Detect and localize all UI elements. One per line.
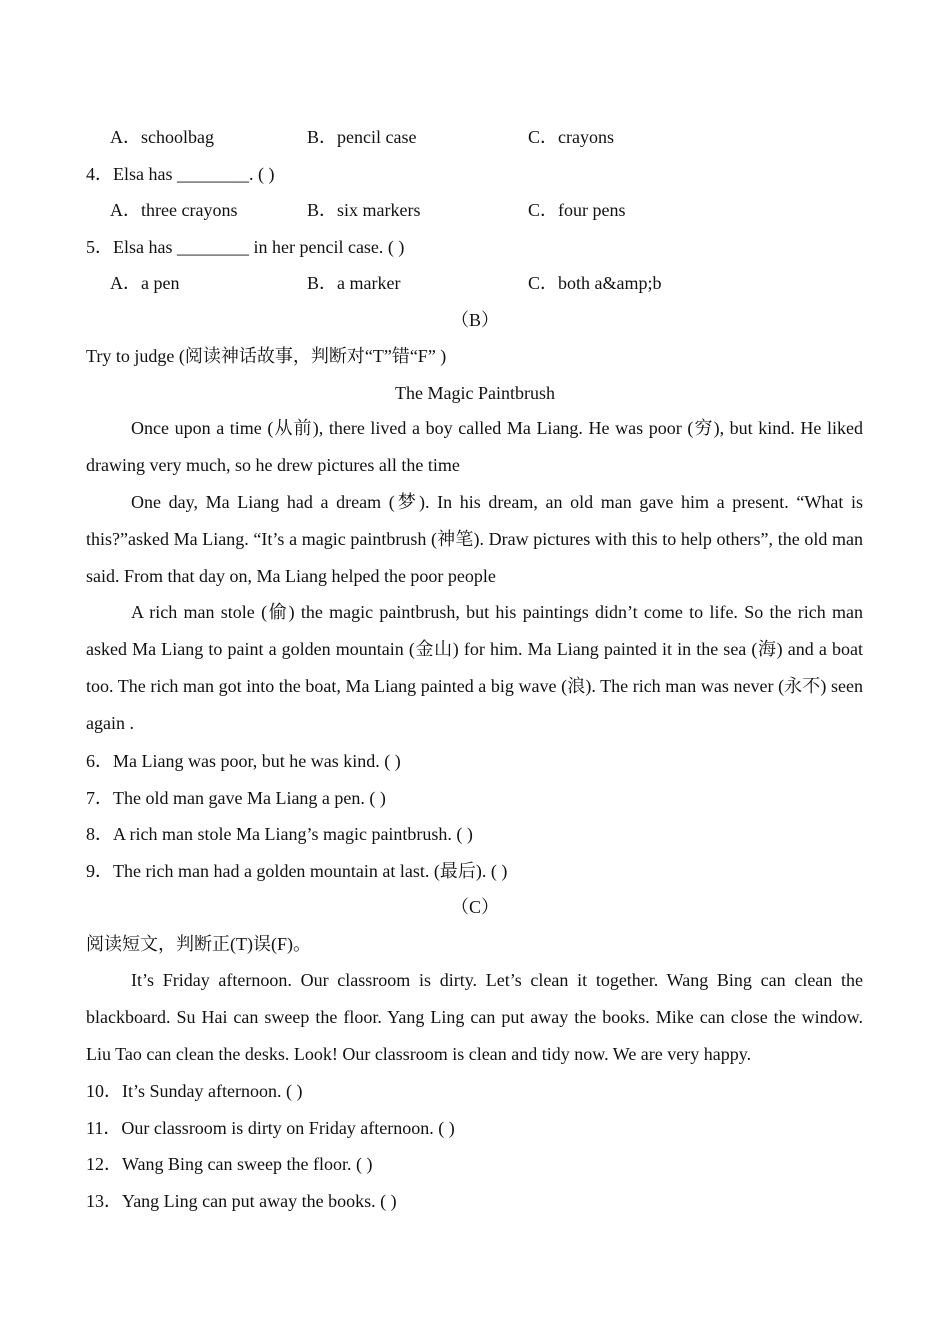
question-9: 9．The rich man had a golden mountain at last. (最后). ( ) [86,861,508,881]
question-8: 8．A rich man stole Ma Liang’s magic paintbrush. ( ) [86,824,473,844]
section-b-instruction: Try to judge (阅读神话故事，判断对“T”错“F” ) [86,346,447,366]
q5-option-c: C．both a&amp;b [528,273,662,293]
q4-option-b: B．six markers [307,200,421,220]
q5-option-a: A．a pen [110,273,180,293]
section-c-instruction: 阅读短文，判断正(T)误(F)。 [86,934,311,954]
q4-stem: 4．Elsa has ________. ( ) [86,164,275,184]
section-b-label: （B） [450,310,499,330]
q5-stem: 5．Elsa has ________ in her pencil case. ( ) [86,237,405,257]
q3-option-c: C．crayons [528,127,614,147]
question-6: 6．Ma Liang was poor, but he was kind. ( ) [86,751,401,771]
question-13: 13．Yang Ling can put away the books. ( ) [86,1191,397,1211]
story-paragraph-3: A rich man stole (偷) the magic paintbrush, but his paintings didn’t come to life. So the rich man asked Ma Liang to paint a golden mountain (金山) for him. Ma Liang painted it in the sea (海) and a boat too. The rich man got into the boat, Ma Liang painted a big wave (浪). The rich man was never (永不) seen again . [86,602,863,733]
q4-option-c: C．four pens [528,200,626,220]
passage-paragraph: It’s Friday afternoon. Our classroom is dirty. Let’s clean it together. Wang Bing can clean the blackboard. Su Hai can sweep the floor. Yang Ling can put away the books. Mike can close the window. Liu Tao can clean the desks. Look! Our classroom is clean and tidy now. We are very happy. [86,970,863,1064]
section-c-label: （C） [450,897,499,917]
q3-option-b: B．pencil case [307,127,417,147]
question-11: 11．Our classroom is dirty on Friday afternoon. ( ) [86,1118,455,1138]
q4-option-a: A．three crayons [110,200,238,220]
q3-option-a: A．schoolbag [110,127,214,147]
question-10: 10．It’s Sunday afternoon. ( ) [86,1081,303,1101]
story-title: The Magic Paintbrush [395,383,555,403]
question-7: 7．The old man gave Ma Liang a pen. ( ) [86,788,386,808]
question-12: 12．Wang Bing can sweep the floor. ( ) [86,1154,373,1174]
q5-option-b: B．a marker [307,273,401,293]
story-paragraph-1: Once upon a time (从前), there lived a boy called Ma Liang. He was poor (穷), but kind. He liked drawing very much, so he drew pictures all the time [86,418,863,475]
story-paragraph-2: One day, Ma Liang had a dream (梦). In his dream, an old man gave him a present. “What is this?”asked Ma Liang. “It’s a magic paintbrush (神笔). Draw pictures with this to help others”, the old man said. From that day on, Ma Liang helped the poor people [86,492,863,586]
